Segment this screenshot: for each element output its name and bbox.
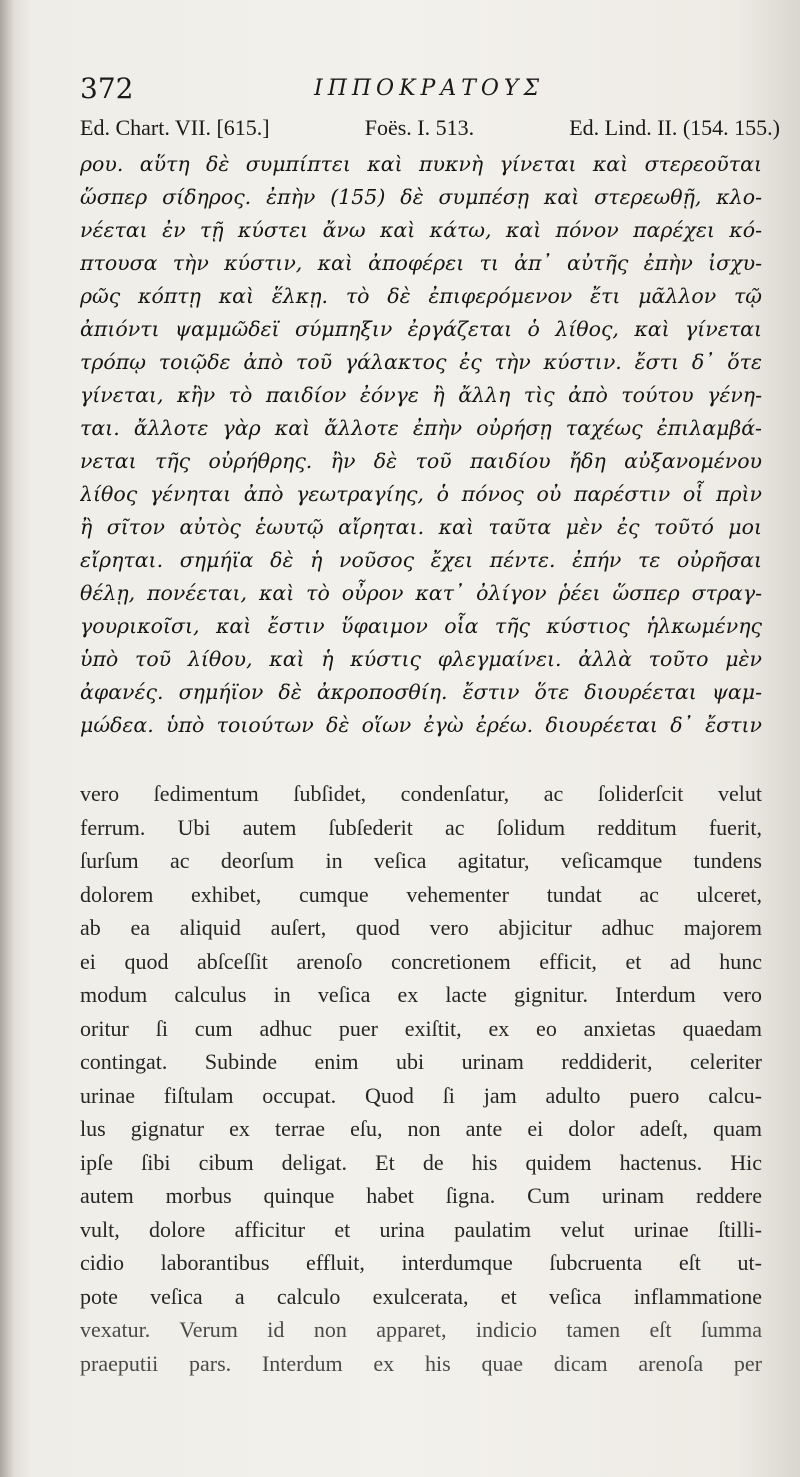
edition-lind-reference: Ed. Lind. II. (154. 155.): [569, 115, 780, 140]
latin-text-line: oritur ſi cum adhuc puer exiſtit, ex eo anxietas quaedam: [80, 1015, 762, 1041]
greek-text-line: νεται τῆς οὐρήθρης. ἢν δὲ τοῦ παιδίου ἤδη αὐξανομένου: [80, 449, 762, 473]
latin-text-line: ſurſum ac deorſum in veſica agitatur, veſicamque tundens: [80, 848, 762, 873]
greek-text-line: ἀπιόντι ψαμμῶδεϊ σύμπηξιν ἐργάζεται ὁ λίθος, καὶ γίνεται: [80, 317, 762, 341]
latin-text-line: cidio laborantibus effluit, interdumque ſubcruenta eſt ut-: [80, 1250, 762, 1275]
latin-text-line: lus gignatur ex terrae eſu, non ante ei dolor adeſt, quam: [80, 1116, 762, 1141]
latin-text-line: ei quod abſceſſit arenoſo concretionem efficit, et ad hunc: [80, 948, 762, 974]
greek-text-line: ἢ σῖτον αὐτὸς ἑωυτῷ αἴρηται. καὶ ταῦτα μὲν ἐς τοῦτό μοι: [80, 515, 762, 539]
latin-text-line: ab ea aliquid auſert, quod vero abjicitur adhuc majorem: [80, 915, 762, 940]
latin-text-line: vero ſedimentum ſubſidet, condenſatur, ac ſoliderſcit velut: [80, 781, 762, 806]
greek-text-line: εἴρηται. σημήϊα δὲ ἡ νοῦσος ἔχει πέντε. ἐπήν τε οὐρῆσαι: [80, 548, 762, 572]
page-gutter-shadow: [0, 0, 14, 1477]
greek-text-line: ρου. αὕτη δὲ συμπίπτει καὶ πυκνὴ γίνεται καὶ στερεοῦται: [80, 152, 762, 176]
greek-text-line: λίθος γένηται ἀπὸ γεωτραγίης, ὁ πόνος οὐ παρέστιν οἷ πρὶν: [80, 482, 762, 506]
edition-chart-reference: Ed. Chart. VII. [615.]: [80, 115, 270, 140]
latin-text-line: pote veſica a calculo exulcerata, et veſica inflammatione: [80, 1283, 762, 1309]
latin-text-line: ferrum. Ubi autem ſubſederit ac ſolidum redditum fuerit,: [80, 814, 762, 840]
greek-text-line: ἀφανές. σημήϊον δὲ ἀκροποσθίη. ἔστιν ὅτε διουρέεται ψαμ-: [80, 680, 762, 704]
greek-text-line: ὥσπερ σίδηρος. ἐπὴν (155) δὲ συμπέσῃ καὶ στερεωθῇ, κλο-: [80, 185, 762, 209]
greek-text-line: μώδεα. ὑπὸ τοιούτων δὲ οἵων ἐγὼ ἐρέω. διουρέεται δ᾽ ἔστιν: [80, 713, 762, 737]
greek-text-line: νέεται ἐν τῇ κύστει ἄνω καὶ κάτω, καὶ πόνον παρέχει κό-: [80, 218, 762, 242]
latin-text-line: praeputii pars. Interdum ex his quae dicam arenoſa per: [80, 1350, 762, 1376]
edition-references: [80, 115, 780, 141]
greek-text-line: πτουσα τὴν κύστιν, καὶ ἀποφέρει τι ἀπ᾽ αὐτῆς ἐπὴν ἰσχυ-: [80, 251, 762, 275]
greek-text-block: [80, 148, 762, 742]
greek-text-line: ται. ἄλλοτε γὰρ καὶ ἄλλοτε ἐπὴν οὐρήσῃ ταχέως ἐπιλαμβά-: [80, 416, 762, 440]
latin-text-block: [80, 777, 762, 1380]
latin-text-line: dolorem exhibet, cumque vehementer tundat ac ulceret,: [80, 881, 762, 907]
greek-text-line: τρόπῳ τοιῷδε ἀπὸ τοῦ γάλακτος ἐς τὴν κύστιν. ἔστι δ᾽ ὅτε: [80, 350, 762, 374]
page-number: 372: [80, 72, 134, 105]
greek-text-line: γουρικοῖσι, καὶ ἔστιν ὕφαιμον οἷα τῆς κύστιος ἡλκωμένης: [80, 614, 762, 638]
page-header: [80, 68, 770, 108]
latin-text-line: modum calculus in veſica ex lacte gignitur. Interdum vero: [80, 982, 762, 1007]
greek-text-line: γίνεται, κἢν τὸ παιδίον ἐόνγε ἢ ἄλλη τὶς ἀπὸ τούτου γένη-: [80, 383, 762, 407]
latin-text-line: contingat. Subinde enim ubi urinam reddiderit, celeriter: [80, 1049, 762, 1074]
greek-text-line: ὑπὸ τοῦ λίθου, καὶ ἡ κύστις φλεγμαίνει. ἀλλὰ τοῦτο μὲν: [80, 647, 762, 671]
latin-text-line: ipſe ſibi cibum deligat. Et de his quidem hactenus. Hic: [80, 1149, 762, 1175]
latin-text-line: autem morbus quinque habet ſigna. Cum urinam reddere: [80, 1183, 762, 1208]
greek-text-line: θέλῃ, πονέεται, καὶ τὸ οὖρον κατ᾽ ὀλίγον ῥέει ὥσπερ στραγ-: [80, 581, 762, 605]
greek-text-line: ρῶς κόπτῃ καὶ ἕλκῃ. τὸ δὲ ἐπιφερόμενον ἔτι μᾶλλον τῷ: [80, 284, 762, 308]
latin-text-line: vult, dolore afficitur et urina paulatim velut urinae ſtilli-: [80, 1216, 762, 1242]
latin-text-line: urinae fiſtulam occupat. Quod ſi jam adulto puero calcu-: [80, 1082, 762, 1108]
latin-text-line: vexatur. Verum id non apparet, indicio tamen eſt ſumma: [80, 1317, 762, 1342]
running-title: ΙΠΠΟΚΡΑΤΟΥΣ: [314, 76, 545, 101]
edition-foes-reference: Foës. I. 513.: [364, 115, 475, 140]
